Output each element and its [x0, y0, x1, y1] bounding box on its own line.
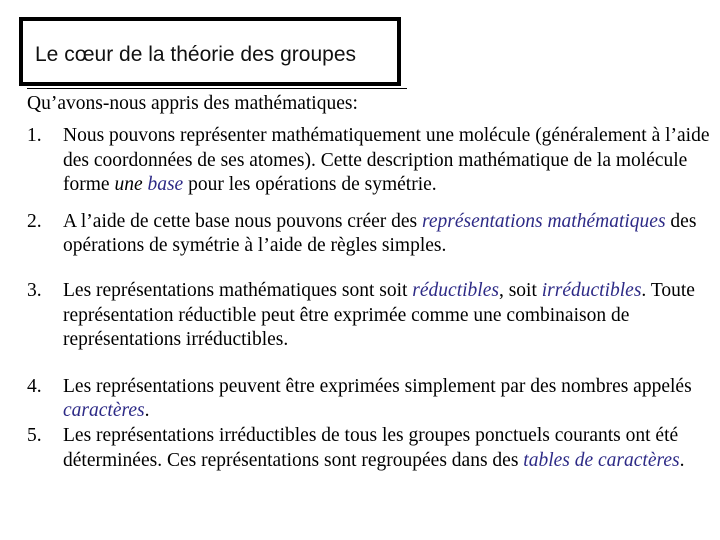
item-text: Les représentations mathématiques sont soit	[63, 279, 413, 301]
list-item-1	[27, 124, 717, 198]
item-text: Les représentations irréductibles de tous les groupes ponctuels courants ont été déterminées. Ces représentations sont regroupées dans des	[63, 424, 679, 471]
item-number: 4.	[27, 375, 42, 397]
item-number: 1.	[27, 125, 42, 146]
item-emphasis: réductibles	[412, 279, 499, 301]
item-number: 3.	[27, 279, 42, 301]
list-item-3	[27, 279, 717, 353]
item-number: 2.	[27, 210, 42, 232]
title-underline	[27, 88, 407, 89]
list-item-2	[27, 210, 717, 259]
item-text: .	[144, 400, 150, 422]
item-text: , soit	[498, 279, 542, 301]
item-emphasis: base	[147, 174, 184, 196]
item-text: Nous pouvons représenter mathématiquement une molécule (généralement à l’aide des coordonnées de ses atomes). Cette description mathématique de la molécule forme	[63, 125, 710, 196]
item-text: pour les opérations de symétrie.	[183, 174, 437, 196]
intro-text: Qu’avons-nous appris des mathématiques:	[27, 93, 358, 114]
list-item-5	[27, 424, 717, 473]
item-text: des opérations de symétrie à l’aide de règles simples.	[63, 210, 697, 257]
item-emphasis: irréductibles	[541, 279, 642, 301]
title-box	[19, 17, 401, 86]
slide-title: Le cœur de la théorie des groupes	[35, 43, 357, 66]
item-text: . Toute représentation réductible peut être exprimée comme une combinaison de représentations irréductibles.	[63, 279, 695, 351]
points-list	[27, 124, 717, 473]
item-text: .	[679, 449, 685, 471]
item-text: Les représentations peuvent être exprimées simplement par des nombres appelés	[63, 375, 692, 397]
item-emphasis: représentations mathématiques	[422, 210, 666, 232]
item-emphasis: une	[114, 174, 143, 196]
item-number: 5.	[27, 424, 42, 446]
item-emphasis: caractères	[63, 400, 145, 422]
list-item-4	[27, 375, 717, 424]
item-text: A l’aide de cette base nous pouvons créer des	[63, 210, 422, 232]
item-emphasis: tables de caractères	[523, 449, 680, 471]
